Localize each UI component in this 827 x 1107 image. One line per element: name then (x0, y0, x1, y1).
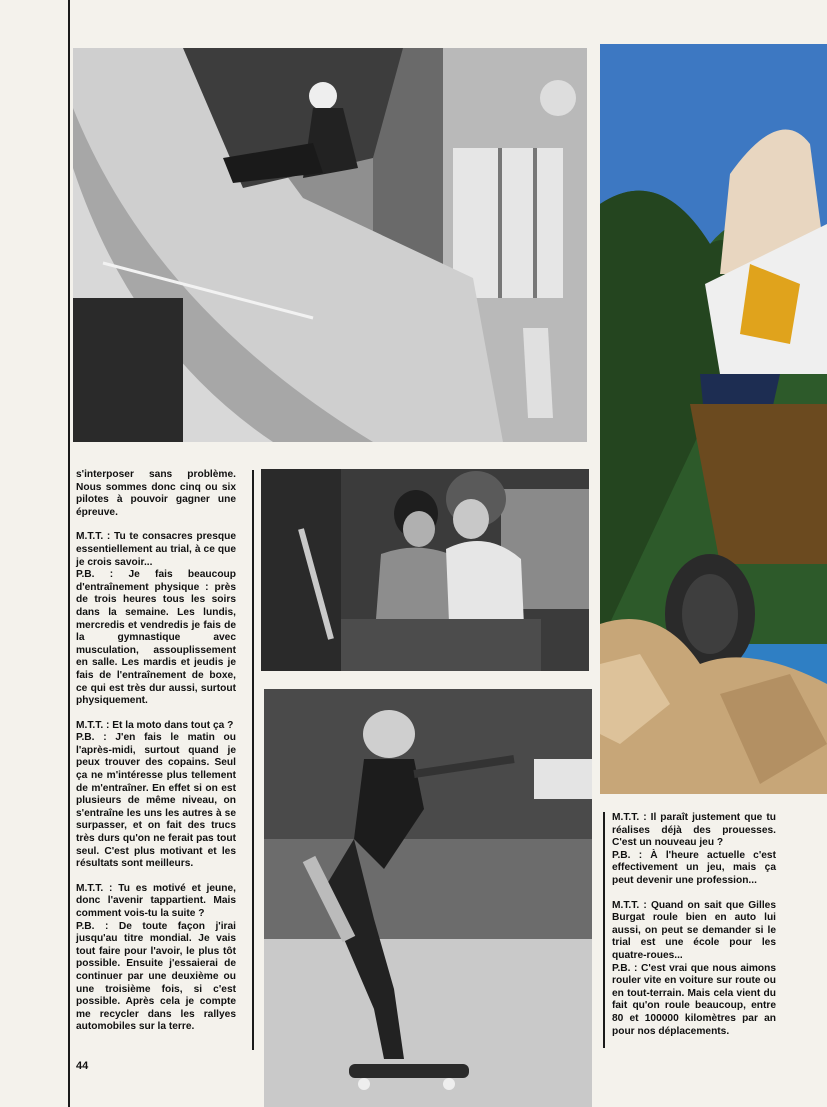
article-paragraph: M.T.T. : Il paraît justement que tu réalises déjà des prouesses. C'est un nouveau jeu ? P.B. : À l'heure actuelle c'est effectivement un jeu, mais ça peut devenir une profession... (612, 812, 776, 886)
column-divider (603, 812, 605, 1048)
article-paragraph: M.T.T. : Tu te consacres presque essentiellement au trial, à ce que je crois savoir... P.B. : Je fais beaucoup d'entraînement physique : près de trois heures tous les soirs dans la semaine. Les lundis, mercredis et vendredis je fais de la gymnastique avec musculation, assouplissement en salle. Les mardis et jeudis je fais de l'entraînement de boxe, ce qui est très dur aussi, surtout physiquement. (76, 531, 236, 707)
column-divider (252, 470, 254, 1050)
article-paragraph: M.T.T. : Et la moto dans tout ça ? P.B. : J'en fais le matin ou l'après-midi, surtout quand je peux trouver des copains. Seul ça ne m'intéresse plus tellement de m'entraîner. En effet si on est plusieurs de même niveau, on s'entraîne les uns les autres à se surpasser, et on fait des trucs très durs qu'on ne ferait pas tout seul. C'est plus motivant et les résultats sont meilleurs. (76, 719, 236, 870)
right-text-column (612, 812, 776, 1050)
article-paragraph: s'interposer sans problème. Nous sommes donc cinq ou six pilotes à pouvoir gagner une épreuve. (76, 469, 236, 518)
left-text-column (76, 469, 236, 1046)
article-paragraph: M.T.T. : Tu es motivé et jeune, donc l'avenir tappartient. Mais comment vois-tu la suite ? P.B. : De toute façon j'irai jusqu'au titre mondial. Je vais tout faire pour l'avoir, le plus tôt possible. Ensuite j'essaierai de continuer par une deuxième ou une troisième fois, si c'est possible. Après cela je compte me recycler dans les rallyes automobiles sur la terre. (76, 882, 236, 1033)
skateboarder-with-helmet-photo (264, 689, 592, 1107)
page-edge-rule (68, 0, 70, 1107)
halfpipe-skateboard-photo (73, 48, 587, 442)
page-number: 44 (76, 1060, 89, 1072)
two-people-at-desk-photo (261, 469, 589, 671)
article-paragraph: M.T.T. : Quand on sait que Gilles Burgat roule bien en auto lui aussi, on peut se demander si le trial est une école pour les quatre-roues... P.B. : C'est vrai que nous aimons rouler vite en voiture sur route ou en tout-terrain. Mais cela vient du fait qu'on roule beaucoup, entre 80 et 100000 kilomètres par an pour nos déplacements. (612, 899, 776, 1037)
trial-motorcycle-rider-photo (600, 44, 827, 794)
